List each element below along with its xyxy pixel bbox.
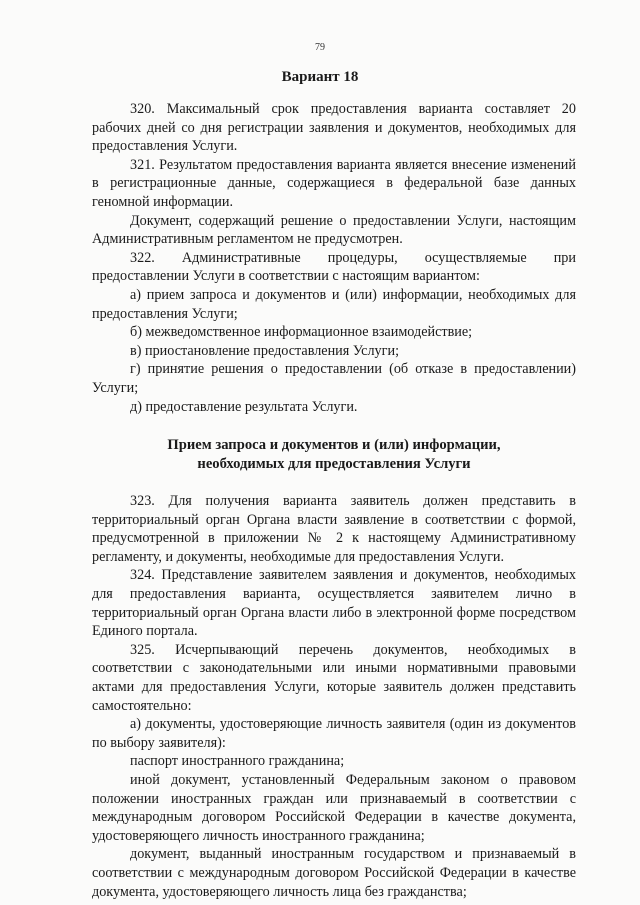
paragraph-323: 323. Для получения варианта заявитель должен представить в территориальный орган Органа власти заявление в соответствии с формой, предусмотренной в приложении № 2 к настоящему Административному регламенту, и документы, необходимые для предоставления Услуги. — [92, 493, 576, 565]
list-item-d: д) предоставление результата Услуги. — [130, 398, 358, 415]
list-item-v: в) приостановление предоставления Услуги; — [130, 342, 400, 359]
list-item-b: б) межведомственное информационное взаимодействие; — [130, 324, 473, 341]
list-item-documents: а) документы, удостоверяющие личность заявителя (один из документов по выбору заявителя): — [92, 716, 576, 751]
section-heading-line2: необходимых для предоставления Услуги — [197, 456, 471, 473]
paragraph-324: 324. Представление заявителем заявления и документов, необходимых для предоставления варианта, осуществляется заявителем лично в территориальный орган Органа власти либо в электронной форме посредством Единого портала. — [92, 567, 576, 640]
paragraph-322: 322. Административные процедуры, осуществляемые при предоставлении Услуги в соответствии с настоящим вариантом: — [92, 249, 576, 285]
paragraph-decision-document: Документ, содержащий решение о предоставлении Услуги, настоящим Административным регламентом не предусмотрен. — [92, 212, 576, 248]
section-heading — [92, 436, 576, 474]
section-heading-line1: Прием запроса и документов и (или) информации, — [167, 437, 501, 454]
page-title: Вариант 18 — [281, 69, 359, 85]
paragraph-320: 320. Максимальный срок предоставления варианта составляет 20 рабочих дней со дня регистрации заявления и документов, необходимых для предоставления Услуги. — [92, 101, 576, 155]
list-item-passport: паспорт иностранного гражданина; — [130, 753, 345, 770]
list-item-foreign-document: документ, выданный иностранным государством и признаваемый в соответствии с международным договором Российской Федерации в качестве документа, удостоверяющего личность лица без гражданства; — [92, 846, 576, 900]
document-body — [92, 100, 576, 901]
page-number: 79 — [315, 42, 325, 53]
paragraph-325: 325. Исчерпывающий перечень документов, необходимых в соответствии с законодательными или иными нормативными правовыми актами для предоставления Услуги, которые заявитель должен представить самостоятельно: — [92, 641, 576, 714]
list-item-other-document: иной документ, установленный Федеральным законом о правовом положении иностранных граждан или признаваемый в соответствии с международным договором Российской Федерации в качестве документа, удостоверяющего личность иностранного гражданина; — [92, 772, 576, 844]
paragraph-321: 321. Результатом предоставления варианта является внесение изменений в регистрационные данные, содержащиеся в федеральной базе данных геномной информации. — [92, 156, 576, 210]
list-item-a: а) прием запроса и документов и (или) информации, необходимых для предоставления Услуги; — [92, 286, 576, 322]
list-item-g: г) принятие решения о предоставлении (об отказе в предоставлении) Услуги; — [92, 361, 576, 396]
